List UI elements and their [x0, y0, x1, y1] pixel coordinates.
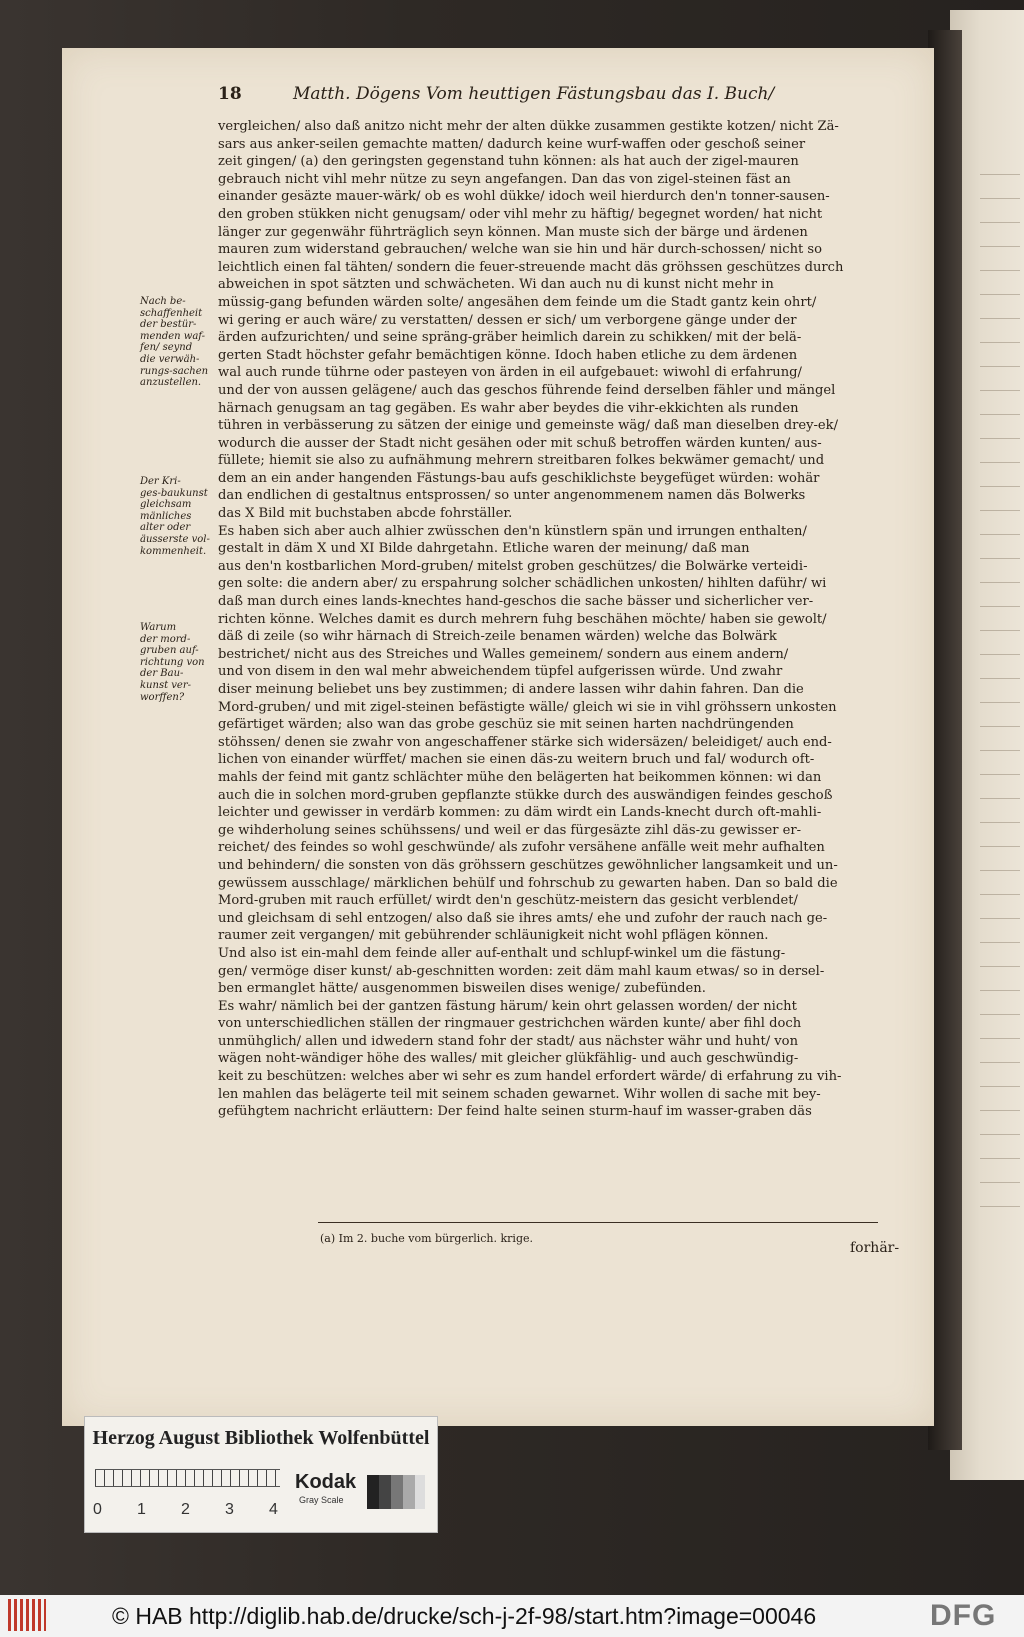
- text-line: tühren in verbässerung zu sätzen der einige und gemeinste wäg/ daß man dieselben drey-ek/: [218, 418, 838, 434]
- show-through-line: [980, 472, 1020, 487]
- running-head: [218, 84, 918, 114]
- text-line: unmühglich/ allen und idwedern stand fohr der stadt/ aus nächster währ und huht/ von: [218, 1033, 798, 1049]
- footer-bar: [0, 1595, 1024, 1637]
- show-through-line: [980, 592, 1020, 607]
- scale-number: 1: [137, 1501, 146, 1518]
- show-through-line: [980, 280, 1020, 295]
- show-through-line: [980, 424, 1020, 439]
- text-line: von unterschiedlichen ställen der ringmauer gestrichchen wärden kunte/ aber fihl doch: [218, 1016, 802, 1032]
- show-through-line: [980, 760, 1020, 775]
- margin-note-line: anzustellen.: [140, 377, 202, 389]
- text-line: gebrauch nicht vihl mehr nütze zu seyn angefangen. Dan das von zigel-steinen fäst an: [218, 171, 791, 187]
- footnote: (a) Im 2. buche vom bürgerlich. krige.: [320, 1232, 534, 1245]
- show-through-line: [980, 928, 1020, 943]
- text-line: einander gesäzte mauer-wärk/ ob es wohl dükke/ idoch weil hierdurch den'n tonner-sausen-: [218, 189, 830, 205]
- margin-note-line: kommenheit.: [140, 545, 207, 557]
- text-line: füllete; hiemit sie also zu aufnähmung mehrern streitbaren folkes bekwämer gemacht/ und: [218, 453, 825, 469]
- show-through-line: [980, 832, 1020, 847]
- margin-note-line: der Bau-: [140, 668, 184, 680]
- text-line: richten könne. Welches damit es durch mehrern fuhg beschähen möchte/ haben sie gewolt/: [218, 611, 827, 627]
- gray-scale-label: Gray Scale: [299, 1495, 344, 1505]
- margin-note-line: kunst ver-: [140, 679, 191, 691]
- margin-note-line: der mord-: [140, 633, 191, 645]
- text-line: ben ermanglet hätte/ ausgenommen bisweilen dises wenige/ zubefünden.: [218, 981, 706, 997]
- margin-note-line: ges-baukunst: [140, 487, 208, 499]
- footnote-rule: [318, 1222, 878, 1223]
- show-through-line: [980, 808, 1020, 823]
- show-through-line: [980, 712, 1020, 727]
- show-through-line: [980, 616, 1020, 631]
- text-line: gestalt in däm X und XI Bilde dahrgetahn. Etliche waren der meinung/ daß man: [218, 541, 750, 557]
- show-through-line: [980, 352, 1020, 367]
- show-through-line: [980, 856, 1020, 871]
- show-through-line: [980, 1120, 1020, 1135]
- hab-logo-icon: [8, 1599, 46, 1631]
- library-color-target: [84, 1416, 438, 1533]
- show-through-line: [980, 544, 1020, 559]
- text-line: gefühgtem nachricht erläuttern: Der feind halte seinen sturm-hauf im wasser-graben däs: [218, 1104, 812, 1120]
- margin-note-line: Nach be-: [140, 296, 186, 307]
- text-line: len mahlen das belägerte teil mit seinem schaden gewarnet. Wihr wollen di sache mit bey-: [218, 1086, 821, 1102]
- margin-note-line: Der Kri-: [140, 476, 181, 487]
- text-line: härnach genugsam an tag gegäben. Es wahr aber beydes die vihr-ekkichten als runden: [218, 400, 799, 416]
- show-through-line: [980, 1000, 1020, 1015]
- show-through-line: [980, 736, 1020, 751]
- scale-number: 2: [181, 1501, 190, 1518]
- text-line: den groben stükken nicht genugsam/ oder vihl mehr zu häftig/ begegnet worden/ hat nicht: [218, 206, 823, 222]
- text-line: vergleichen/ also daß anitzo nicht mehr der alten dükke zusammen gestikte kotzen/ nicht Zä-: [218, 119, 839, 134]
- text-line: lichen von einander würffet/ machen sie einen däs-zu weitern bruch und fal/ wodurch oft-: [218, 752, 815, 768]
- text-line: Und also ist ein-mahl dem feinde aller auf-enthalt und schlupf-winkel um die fästung-: [218, 945, 786, 961]
- show-through-line: [980, 184, 1020, 199]
- margin-note-line: alter oder: [140, 522, 191, 534]
- text-line: diser meinung beliebet uns bey zustimmen; di andere lassen wihr dahin fahren. Dan die: [218, 682, 804, 697]
- show-through-line: [980, 640, 1020, 655]
- text-line: wal auch runde tührne oder pasteyen von ärden in eil aufgebauet: wiwohl di erfahrung/: [218, 365, 802, 381]
- show-through-line: [980, 952, 1020, 967]
- text-line: gen solte: die andern aber/ zu erspahrung solcher schädlichen unkosten/ hihlten daführ/ wi: [218, 576, 827, 592]
- margin-note-line: gleichsam: [140, 499, 192, 511]
- text-line: Es haben sich aber auch alhier zwüsschen den'n künstlern spän und irrungen enthalten/: [218, 523, 807, 539]
- page-number: 18: [218, 84, 242, 104]
- margin-note-line: worffen?: [140, 691, 185, 703]
- margin-note-line: schaffenheit: [140, 307, 203, 319]
- show-through-line: [980, 304, 1020, 319]
- text-line: mahls der feind mit gantz schlächter mühe den belägerten hat beikommen können: wi dan: [218, 769, 822, 785]
- text-line: wägen noht-wändiger höhe des walles/ mit gleicher glükfählig- und auch geschwündig-: [218, 1051, 799, 1067]
- text-line: dem an ein ander hangenden Fästungs-bau aufs geschiklichste beygefüget würden: wohär: [218, 470, 820, 486]
- text-line: auch die in solchen mord-gruben gepflanzte stükke durch des auswändigen feindes geschoß: [218, 787, 833, 803]
- text-line: daß man durch eines lands-knechtes hand-geschos die sache bässer und sicherlicher ver-: [218, 594, 814, 610]
- text-line: wi gering er auch wäre/ zu verstatten/ dessen er sich/ um verborgene gänge under der: [218, 312, 797, 328]
- show-through-line: [980, 1048, 1020, 1063]
- margin-note-line: menden waf-: [140, 330, 206, 342]
- show-through-line: [980, 376, 1020, 391]
- text-line: Mord-gruben/ und mit zigel-steinen befästigte wälle/ gleich wi sie in vihl gröhssern unkosten: [218, 699, 837, 715]
- text-line: leichtlich einen fal tähten/ sondern die feuer-streuende macht däs gröhssen geschützes durch: [218, 259, 844, 275]
- text-line: länger zur gegenwähr führträglich seyn können. Man muste sich der bärge und ärdenen: [218, 224, 808, 240]
- text-line: raumer zeit vergangen/ mit gebührender schläunigkeit nicht wohl pflägen können.: [218, 928, 769, 944]
- margin-note-2: [140, 476, 215, 557]
- margin-note-line: der bestür-: [140, 319, 197, 331]
- show-through-line: [980, 256, 1020, 271]
- show-through-line: [980, 688, 1020, 703]
- show-through-line: [980, 784, 1020, 799]
- text-line: zeit gingen/ (a) den geringsten gegenstand tuhn können: als hat auch der zigel-mauren: [218, 154, 799, 170]
- text-line: müssig-gang befunden wärden solte/ angesähen dem feinde um die Stadt gantz kein ohrt/: [218, 294, 817, 310]
- text-line: gefärtiget wärden; also wan das grobe geschüz sie mit seinen harten nachdrüngenden: [218, 717, 794, 733]
- text-line: leichter und gewisser in verdärb kommen: zu däm wirdt ein Lands-knecht durch oft-mahli-: [218, 805, 822, 821]
- body-text: [218, 118, 908, 1121]
- margin-note-line: äusserste vol-: [140, 533, 210, 545]
- show-through-line: [980, 208, 1020, 223]
- show-through-line: [980, 664, 1020, 679]
- show-through-line: [980, 232, 1020, 247]
- scale-number: 4: [269, 1501, 278, 1518]
- text-line: und gleichsam di sehl entzogen/ also daß sie ihres amts/ ehe und zufohr der rauch nach ge-: [218, 910, 828, 926]
- show-through-line: [980, 1072, 1020, 1087]
- show-through-line: [980, 880, 1020, 895]
- show-through-line: [980, 328, 1020, 343]
- show-through-line: [980, 520, 1020, 535]
- show-through-line: [980, 1192, 1020, 1207]
- scale-number: 3: [225, 1501, 234, 1518]
- text-line: keit zu beschützen: welches aber wi sehr es zum handel erfordert wärde/ di erfahrung zu vih-: [218, 1069, 842, 1085]
- show-through-line: [980, 496, 1020, 511]
- scale-number: 0: [93, 1501, 102, 1518]
- margin-note-3: [140, 622, 215, 703]
- kodak-logo: Kodak: [295, 1471, 357, 1493]
- text-line: stöhssen/ denen sie zwahr von angeschaffener stärke sich widersäzen/ beleidiget/ auch end-: [218, 734, 832, 750]
- text-line: Mord-gruben mit rauch erfüllet/ wirdt den'n geschütz-meistern das gesicht verblendet/: [218, 893, 798, 909]
- show-through-line: [980, 400, 1020, 415]
- catchword: forhär-: [850, 1240, 900, 1256]
- source-url[interactable]: © HAB http://diglib.hab.de/drucke/sch-j-2f-98/start.htm?image=00046: [112, 1603, 817, 1629]
- text-line: reichet/ des feindes so wohl geschwünde/ als zufohr versähene anfälle weit mehr aufhalten: [218, 840, 825, 856]
- text-line: gerten Stadt höchster gefahr bemächtigen könne. Idoch haben etliche zu dem ärdenen: [218, 347, 798, 363]
- library-name: Herzog August Bibliothek Wolfenbüttel: [92, 1427, 430, 1449]
- margin-note-line: Warum: [140, 622, 177, 633]
- text-line: wodurch die ausser der Stadt nicht gesähen oder mit schuß betroffen wärden kunten/ aus-: [218, 435, 822, 451]
- text-line: sars aus anker-seilen gemachte matten/ dadurch keine wurf-waffen oder geschoß seiner: [218, 136, 806, 152]
- text-line: däß di zeile (so wihr härnach di Streich-zeile benamen wärden) welche das Bolwärk: [218, 629, 777, 645]
- show-through-line: [980, 1096, 1020, 1111]
- text-line: mauren zum widerstand gebrauchen/ welche wan sie hin und här durch-schossen/ nicht so: [218, 242, 823, 258]
- text-line: und der von aussen gelägene/ auch das geschos führende feind derselben fähler und mängel: [218, 382, 836, 398]
- text-line: abweichen in spot sätzten und schwächeten. Wi dan auch nu di kunst nicht mehr in: [218, 277, 774, 293]
- scale-ruler: [95, 1469, 280, 1487]
- margin-note-line: rungs-sachen: [140, 365, 209, 377]
- margin-note-1: [140, 296, 215, 389]
- text-line: dan endlichen di gestaltnus entsprossen/ so unter angenommenem namen däs Bolwerks: [218, 488, 806, 504]
- text-line: bestrichet/ nicht aus des Streiches und Walles gemeinem/ sondern aus einem andern/: [218, 646, 789, 662]
- margin-note-line: fen/ seynd: [140, 342, 193, 354]
- show-through-line: [980, 1168, 1020, 1183]
- show-through-line: [980, 1024, 1020, 1039]
- text-line: und behindern/ die sonsten von däs gröhssern geschützes gewöhnlicher langsamkeit und un-: [218, 857, 838, 873]
- show-through-line: [980, 568, 1020, 583]
- text-line: gen/ vermöge diser kunst/ ab-geschnitten worden: zeit däm mahl kaum etwas/ so in dersel-: [218, 963, 825, 979]
- show-through-line: [980, 448, 1020, 463]
- margin-note-line: gruben auf-: [140, 645, 199, 657]
- text-line: ärden aufzurichten/ und seine spräng-gräber heimlich darein zu schikken/ mit der belä-: [218, 330, 802, 346]
- margin-note-line: die verwäh-: [140, 353, 200, 365]
- text-line: aus den'n kostbarlichen Mord-gruben/ mitelst groben geschützes/ die Bolwärke verteidi-: [218, 558, 808, 574]
- text-line: das X Bild mit buchstaben abcde fohrställer.: [218, 506, 513, 522]
- text-line: ge wihderholung seines schühssens/ und weil er das fürgesäzte zihl däs-zu gewisser er-: [218, 822, 802, 838]
- scale-numbers: [93, 1501, 293, 1521]
- show-through-line: [980, 976, 1020, 991]
- running-title: Matth. Dögens Vom heuttigen Fästungsbau das I. Buch/: [293, 84, 775, 104]
- show-through-line: [980, 1144, 1020, 1159]
- show-through-line: [980, 904, 1020, 919]
- margin-note-line: richtung von: [140, 656, 205, 668]
- dfg-logo: DFG: [930, 1599, 997, 1632]
- text-line: Es wahr/ nämlich bei der gantzen fästung härum/ kein ohrt gelassen worden/ der nicht: [218, 998, 797, 1014]
- text-line: gewüssem ausschlage/ märklichen behülf und fohrschub zu gewarten haben. Dan so bald die: [218, 875, 838, 891]
- text-line: und von disem in den wal mehr abweichendem tüpfel aufgerissen würde. Und zwahr: [218, 664, 783, 680]
- margin-note-line: mänliches: [140, 510, 192, 522]
- show-through-line: [980, 160, 1020, 175]
- gray-chips: [367, 1475, 425, 1509]
